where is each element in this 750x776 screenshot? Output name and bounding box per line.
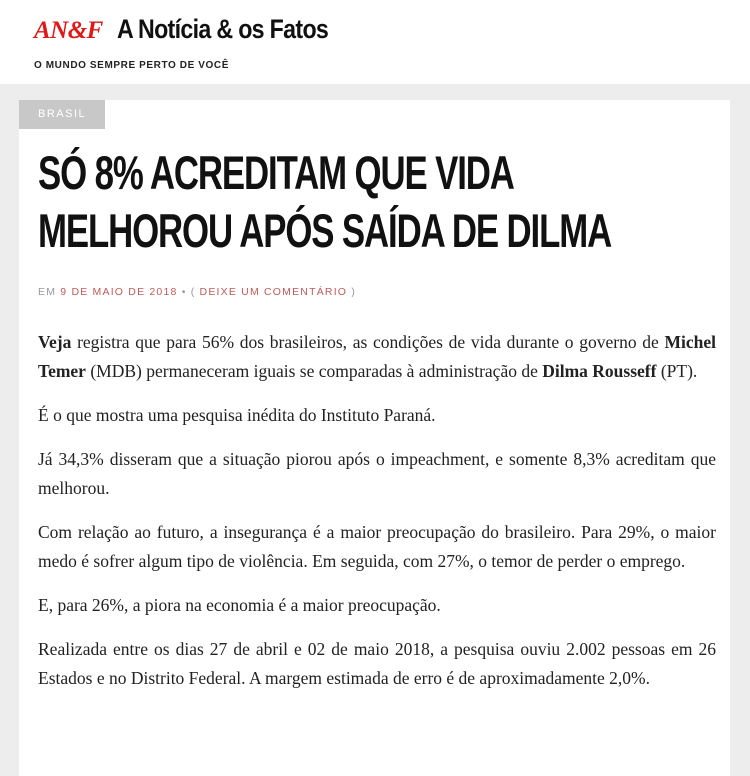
article-date-link[interactable]: 9 DE MAIO DE 2018 bbox=[60, 286, 178, 298]
paragraph-3: Já 34,3% disseram que a situação piorou após o impeachment, e somente 8,3% acreditam que melhorou. bbox=[38, 449, 716, 498]
article-headline: SÓ 8% ACREDITAM QUE VIDA MELHOROU APÓS SAÍDA DE DILMA bbox=[38, 146, 612, 257]
paragraph-1 bbox=[38, 328, 716, 386]
meta-prefix: EM bbox=[38, 286, 57, 298]
article-meta bbox=[38, 286, 356, 298]
leave-comment-link[interactable]: DEIXE UM COMENTÁRIO bbox=[199, 286, 348, 298]
paragraph-2: É o que mostra uma pesquisa inédita do Instituto Paraná. bbox=[38, 405, 436, 425]
bold-michel-temer: Michel Temer bbox=[38, 332, 716, 381]
site-logo[interactable]: AN&F bbox=[34, 17, 103, 44]
bold-dilma-rousseff: Dilma Rousseff bbox=[542, 361, 657, 381]
meta-separator: • bbox=[181, 286, 187, 298]
article-card bbox=[19, 100, 730, 776]
bold-veja: Veja bbox=[38, 332, 72, 352]
comment-open-paren: ( bbox=[190, 286, 196, 298]
paragraph-4: Com relação ao futuro, a insegurança é a maior preocupação do brasileiro. Para 29%, o maior medo é sofrer algum tipo de violência. Em seguida, com 27%, o temor de perder o emprego. bbox=[38, 522, 716, 571]
category-badge[interactable]: BRASIL bbox=[19, 100, 105, 129]
article-body bbox=[38, 328, 716, 708]
brand[interactable] bbox=[34, 14, 362, 45]
comment-close-paren: ) bbox=[351, 286, 357, 298]
site-header bbox=[0, 0, 750, 84]
site-tagline: O MUNDO SEMPRE PERTO DE VOCÊ bbox=[34, 60, 229, 71]
site-title[interactable]: A Notícia & os Fatos bbox=[116, 14, 329, 44]
paragraph-5: E, para 26%, a piora na economia é a maior preocupação. bbox=[38, 595, 441, 615]
paragraph-6: Realizada entre os dias 27 de abril e 02 de maio 2018, a pesquisa ouviu 2.002 pessoas em 26 Estados e no Distrito Federal. A margem estimada de erro é de aproximadamente 2,0%. bbox=[38, 639, 716, 688]
paragraph-1-text-b: (MDB) permaneceram iguais se comparadas à administração de bbox=[85, 361, 543, 381]
paragraph-1-text-c: (PT). bbox=[656, 361, 698, 381]
paragraph-1-text-a: registra que para 56% dos brasileiros, as condições de vida durante o governo de bbox=[71, 332, 665, 352]
